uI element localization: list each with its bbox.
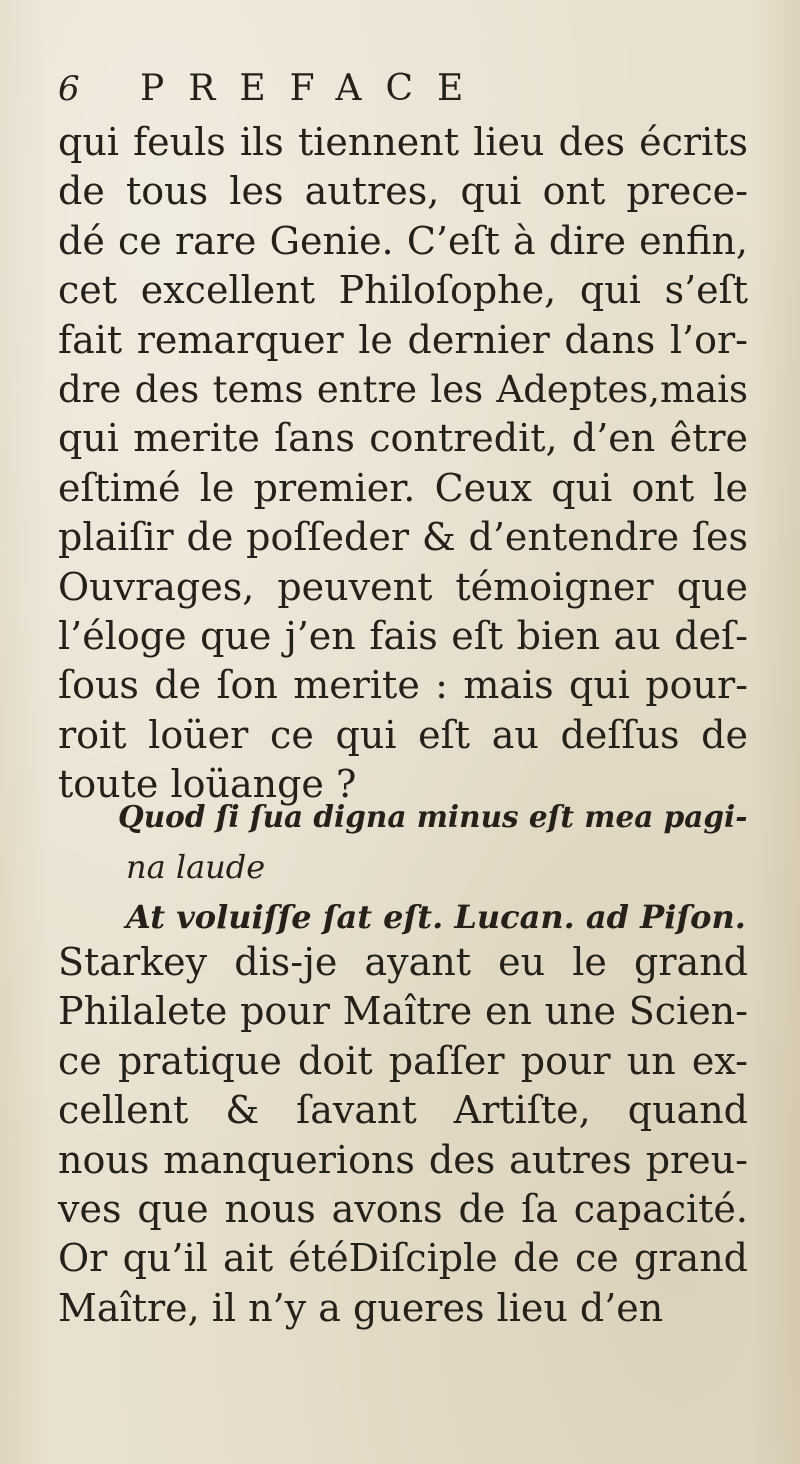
text-line: toute loüange ? bbox=[58, 762, 357, 807]
text-line: qui feuls ils tiennent lieu des écrits bbox=[58, 120, 748, 164]
text-line: ce pratique doit paſſer pour un ex- bbox=[58, 1038, 748, 1083]
text-line: eſtimé le premier. Ceux qui ont le bbox=[58, 465, 748, 510]
body-text-2 bbox=[58, 938, 748, 1333]
text-line: l’éloge que j’en fais eſt bien au deſ- bbox=[58, 613, 748, 658]
text-line: nous manquerions des autres preu- bbox=[58, 1137, 748, 1182]
text-line: cet excellent Philoſophe, qui s’eſt bbox=[58, 268, 748, 313]
text-line: Philalete pour Maître en une Scien- bbox=[58, 989, 748, 1034]
text-line: Or qu’il ait étéDiſciple de ce grand bbox=[58, 1236, 748, 1281]
text-line: Starkey dis-je ayant eu le grand bbox=[58, 940, 748, 984]
text-line: Ouvrages, peuvent témoigner que bbox=[58, 564, 748, 609]
text-line: ves que nous avons de ſa capacité. bbox=[58, 1186, 748, 1231]
text-line: ſous de ſon merite : mais qui pour- bbox=[58, 663, 748, 708]
running-title: PREFACE bbox=[140, 68, 488, 109]
text-line: Maître, il n’y a gueres lieu d’en bbox=[58, 1285, 664, 1330]
body-text-1 bbox=[58, 118, 748, 809]
quote-line: na laude bbox=[126, 848, 266, 886]
text-line: fait remarquer le dernier dans l’or- bbox=[58, 317, 748, 362]
text-line: cellent & ſavant Artiſte, quand bbox=[58, 1088, 748, 1133]
text-line: de tous les autres, qui ont prece- bbox=[58, 169, 748, 214]
latin-quote bbox=[58, 792, 748, 942]
text-line: dre des tems entre les Adeptes,mais bbox=[58, 367, 748, 411]
quote-line: At voluiſſe ſat eſt. Lucan. ad Piſon. bbox=[126, 898, 746, 936]
text-line: qui merite ſans contredit, d’en être bbox=[58, 416, 748, 461]
text-line: roit loüer ce qui eſt au deſſus de bbox=[58, 712, 748, 757]
quote-line: Quod ſi ſua digna minus eſt mea pagi- bbox=[118, 799, 748, 834]
text-line: plaiſir de poſſeder & d’entendre ſes bbox=[58, 515, 748, 560]
text-line: dé ce rare Genie. C’eſt à dire enfin, bbox=[58, 218, 748, 263]
page-number: 6 bbox=[58, 69, 80, 109]
page-header bbox=[58, 68, 487, 114]
